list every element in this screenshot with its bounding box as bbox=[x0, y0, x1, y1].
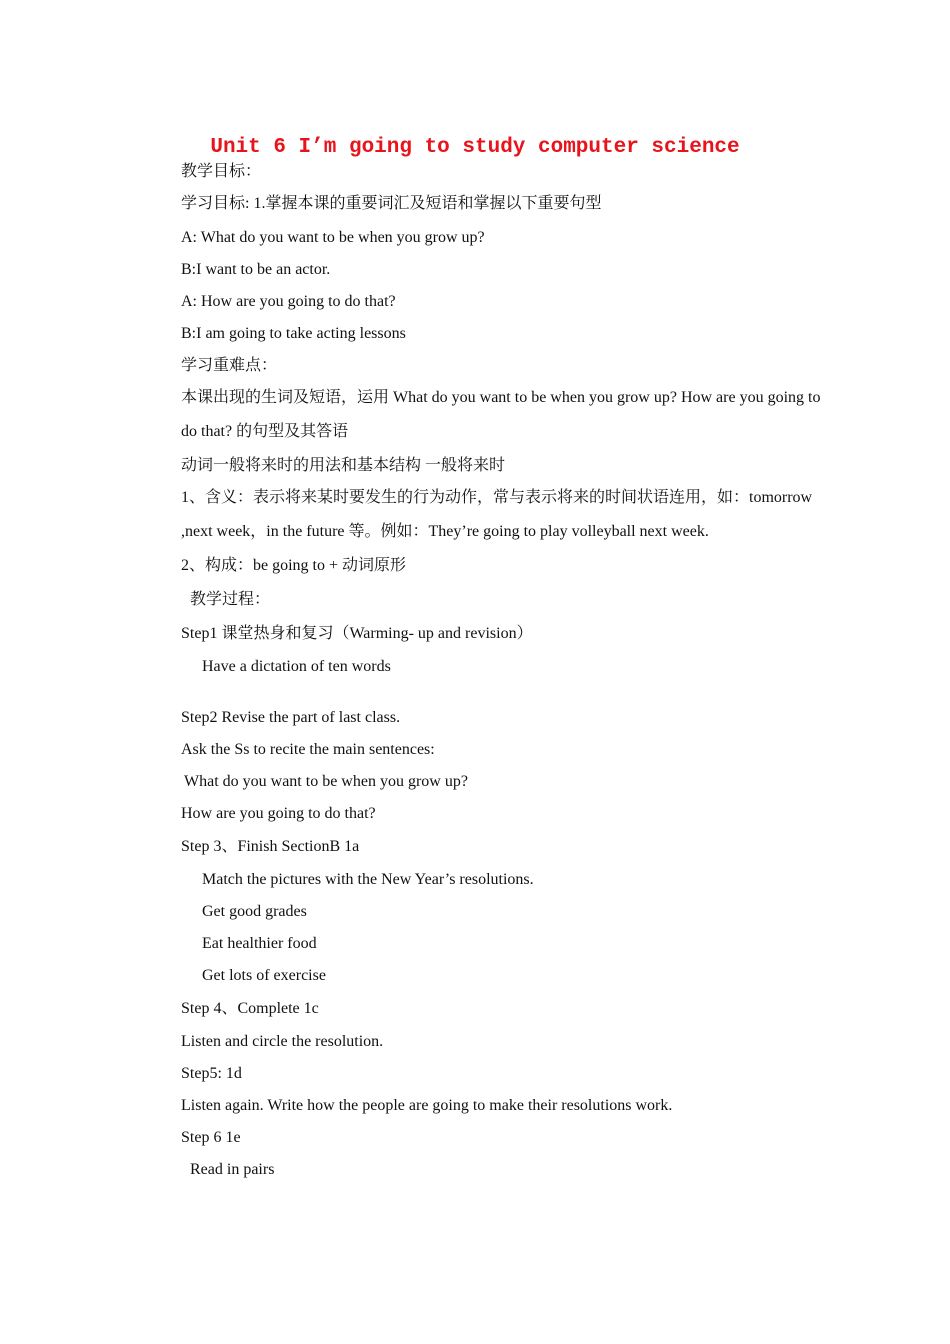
resolution-item-2: Eat healthier food bbox=[202, 935, 317, 952]
step2-sentence-2: How are you going to do that? bbox=[181, 805, 376, 822]
step5-detail: Listen again. Write how the people are going to make their resolutions work. bbox=[181, 1097, 673, 1114]
resolution-item-1: Get good grades bbox=[202, 903, 307, 920]
dialogue-line-b2: B:I am going to take acting lessons bbox=[181, 325, 406, 342]
dialogue-line-a1: A: What do you want to be when you grow up? bbox=[181, 229, 485, 246]
dialogue-line-b1: B:I want to be an actor. bbox=[181, 261, 331, 278]
teaching-goals-heading: 教学目标： bbox=[181, 163, 262, 180]
step6-line: Step 6 1e bbox=[181, 1129, 241, 1146]
structure-line: 2、构成：be going to + 动词原形 bbox=[181, 557, 407, 574]
teaching-process-heading: 教学过程： bbox=[190, 591, 271, 608]
step4-detail: Listen and circle the resolution. bbox=[181, 1033, 384, 1050]
learning-goals-line: 学习目标: 1.掌握本课的重要词汇及短语和掌握以下重要句型 bbox=[181, 195, 602, 212]
step1-detail: Have a dictation of ten words bbox=[202, 658, 391, 675]
key-points-heading: 学习重难点： bbox=[181, 357, 278, 374]
step2-line: Step2 Revise the part of last class. bbox=[181, 709, 401, 726]
step3-line: Step 3、Finish SectionB 1a bbox=[181, 838, 360, 855]
document-title: Unit 6 I’m going to study computer science bbox=[210, 136, 740, 159]
step3-detail: Match the pictures with the New Year’s resolutions. bbox=[202, 871, 534, 888]
step2-sentence-1: What do you want to be when you grow up? bbox=[184, 773, 468, 790]
step2-detail: Ask the Ss to recite the main sentences: bbox=[181, 741, 435, 758]
meaning-paragraph: 1、含义：表示将来某时要发生的行为动作，常与表示将来的时间状语连用，如：tomorrow ,next week，in the future 等。例如：They’re going to play volleyball next week. bbox=[181, 489, 813, 540]
step5-line: Step5: 1d bbox=[181, 1065, 242, 1082]
resolution-item-3: Get lots of exercise bbox=[202, 967, 326, 984]
step1-line: Step1 课堂热身和复习（Warming- up and revision） bbox=[181, 625, 533, 642]
key-points-paragraph: 本课出现的生词及短语，运用 What do you want to be when you grow up? How are you going to do that? 的句型及其答语 bbox=[181, 389, 821, 440]
step4-line: Step 4、Complete 1c bbox=[181, 1000, 319, 1017]
step6-detail: Read in pairs bbox=[190, 1161, 275, 1178]
dialogue-line-a2: A: How are you going to do that? bbox=[181, 293, 396, 310]
future-tense-heading: 动词一般将来时的用法和基本结构 一般将来时 bbox=[181, 457, 506, 474]
